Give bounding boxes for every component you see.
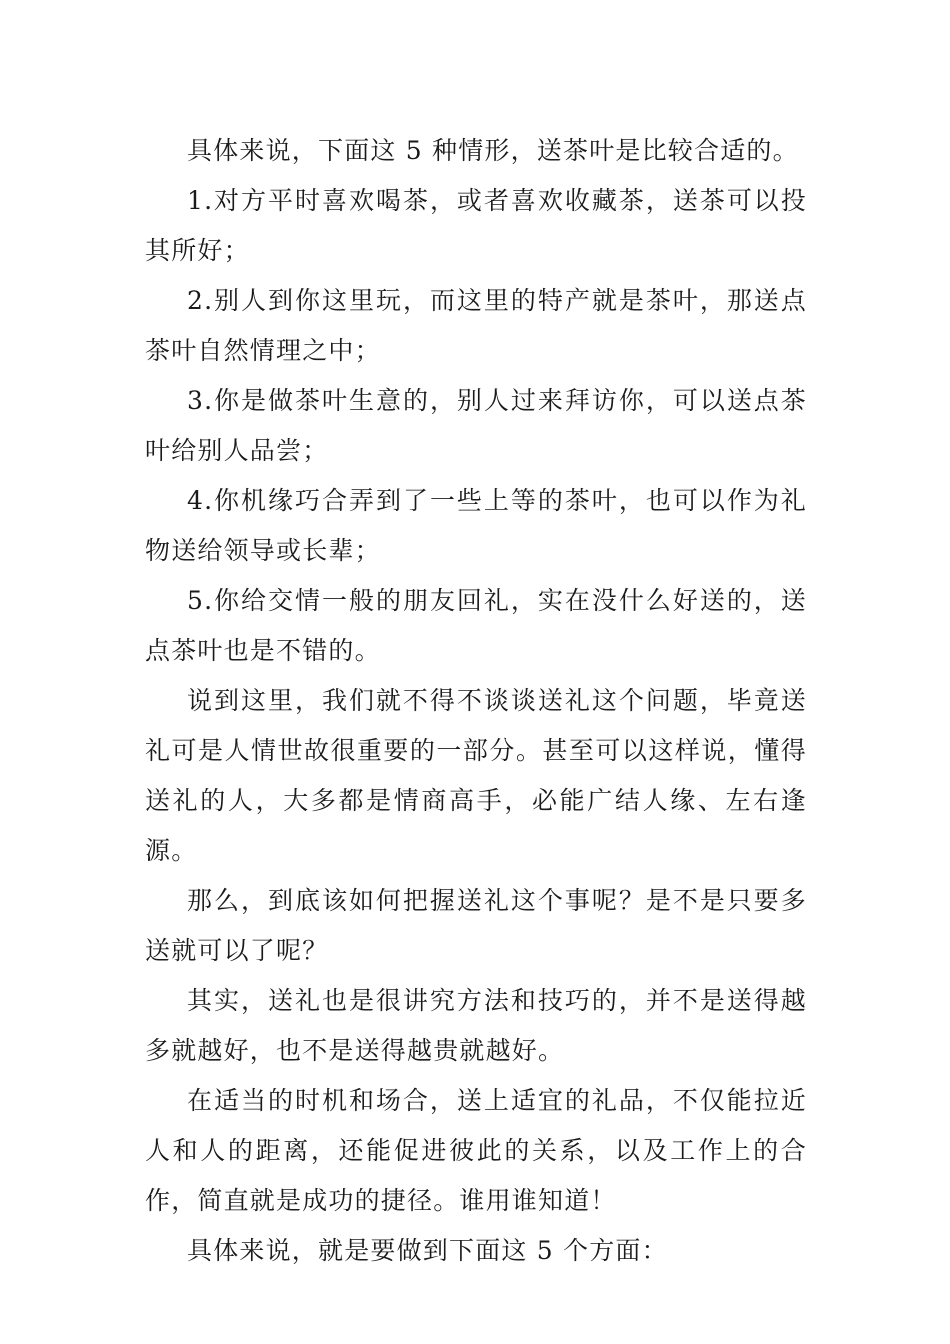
document-body [145, 126, 807, 1276]
paragraph-item-1: 1.对方平时喜欢喝茶，或者喜欢收藏茶，送茶可以投其所好； [145, 186, 807, 265]
paragraph-gift-importance: 说到这里，我们就不得不谈谈送礼这个问题，毕竟送礼可是人情世故很重要的一部分。甚至可以这样说，懂得送礼的人，大多都是情商高手，必能广结人缘、左右逢源。 [145, 686, 807, 865]
paragraph-item-4: 4.你机缘巧合弄到了一些上等的茶叶，也可以作为礼物送给领导或长辈； [145, 486, 807, 565]
paragraph-item-2: 2.别人到你这里玩，而这里的特产就是茶叶，那送点茶叶自然情理之中； [145, 286, 807, 365]
paragraph-five-aspects: 具体来说，就是要做到下面这 5 个方面： [187, 1236, 668, 1265]
paragraph-intro: 具体来说，下面这 5 种情形，送茶叶是比较合适的。 [187, 136, 799, 165]
paragraph-benefit: 在适当的时机和场合，送上适宜的礼品，不仅能拉近人和人的距离，还能促进彼此的关系，以及工作上的合作，简直就是成功的捷径。谁用谁知道！ [145, 1086, 807, 1215]
paragraph-question: 那么，到底该如何把握送礼这个事呢？是不是只要多送就可以了呢？ [145, 886, 807, 965]
paragraph-item-3: 3.你是做茶叶生意的，别人过来拜访你，可以送点茶叶给别人品尝； [145, 386, 807, 465]
paragraph-item-5: 5.你给交情一般的朋友回礼，实在没什么好送的，送点茶叶也是不错的。 [145, 586, 807, 665]
paragraph-method: 其实，送礼也是很讲究方法和技巧的，并不是送得越多就越好，也不是送得越贵就越好。 [145, 986, 807, 1065]
